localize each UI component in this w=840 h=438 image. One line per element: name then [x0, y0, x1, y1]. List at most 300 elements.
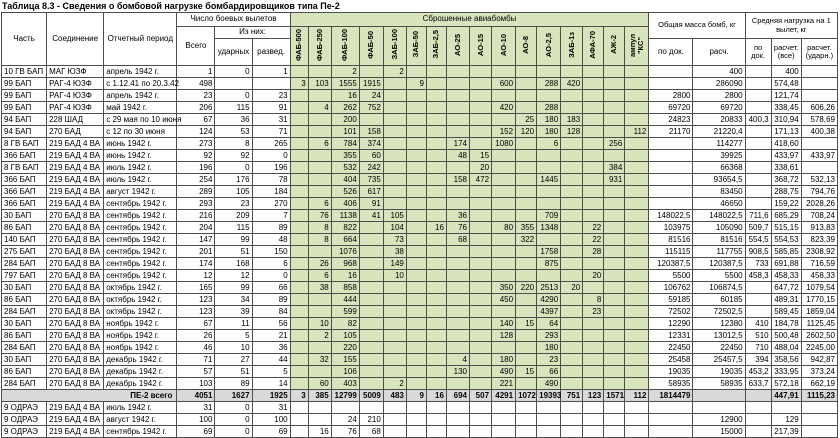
cell-zab2-5 [426, 210, 446, 222]
cell-sorties-total: 254 [177, 174, 215, 186]
cell-fab250 [308, 366, 331, 378]
cell-fab100: 858 [331, 282, 359, 294]
cell-fab500 [290, 102, 308, 114]
cell-part: 99 БАП [2, 78, 47, 90]
cell-ao15 [469, 330, 491, 342]
cell-zab2-5 [426, 306, 446, 318]
cell-afa70: 20 [583, 270, 604, 282]
cell-zab50 [406, 246, 426, 258]
cell-sorties-recon: 196 [252, 162, 290, 174]
cell-formation: РАГ-4 ЮЗФ [47, 78, 104, 90]
cell-mass-calc: 46650 [693, 198, 745, 210]
cell-mass-doc: 12331 [649, 330, 693, 342]
cell-afa70: 123 [583, 390, 604, 402]
cell-ao25 [446, 126, 469, 138]
cell-sorties-recon: 91 [252, 102, 290, 114]
table-row [2, 294, 838, 306]
cell-ao2-5 [537, 90, 561, 102]
cell-fab100: 82 [331, 318, 359, 330]
cell-azh2 [604, 366, 625, 378]
cell-ao8 [516, 402, 537, 414]
cell-sorties-recon: 184 [252, 186, 290, 198]
cell-part: 366 БАП [2, 186, 47, 198]
cell-sorties-recon: 44 [252, 354, 290, 366]
cell-fab250: 8 [308, 234, 331, 246]
cell-sorties-strike: 115 [215, 222, 252, 234]
cell-zab1e [561, 414, 583, 426]
cell-zab50 [406, 210, 426, 222]
cell-avg-all: 515,15 [771, 222, 801, 234]
cell-formation: 219 БАД 4 ВА [47, 150, 104, 162]
cell-mass-calc: 148022,5 [693, 210, 745, 222]
cell-afa70 [583, 426, 604, 438]
cell-ao25 [446, 402, 469, 414]
cell-part: 284 БАП [2, 306, 47, 318]
cell-sorties-strike: 176 [215, 174, 252, 186]
cell-zab2-5 [426, 90, 446, 102]
cell-formation: 270 БАД 8 ВА [47, 318, 104, 330]
cell-fab500 [290, 414, 308, 426]
cell-zab50 [406, 162, 426, 174]
cell-ao25 [446, 102, 469, 114]
cell-zab100: 10 [383, 270, 406, 282]
cell-ampul-ks [625, 90, 649, 102]
cell-ao25 [446, 186, 469, 198]
cell-ao2-5: 875 [537, 258, 561, 270]
cell-fab50: 41 [359, 210, 383, 222]
cell-sorties-total: 293 [177, 198, 215, 210]
cell-afa70 [583, 354, 604, 366]
cell-zab50 [406, 294, 426, 306]
cell-ao15 [469, 234, 491, 246]
col-header-formation: Соединение [47, 13, 104, 66]
cell-fab100: 101 [331, 126, 359, 138]
cell-formation: 270 БАД 8 ВА [47, 282, 104, 294]
cell-zab100 [383, 126, 406, 138]
cell-part: 8 ГВ БАП [2, 138, 47, 150]
cell-fab50 [359, 234, 383, 246]
cell-mass-calc: 20833 [693, 114, 745, 126]
cell-zab100 [383, 114, 406, 126]
cell-zab100: 483 [383, 390, 406, 402]
cell-zab1e [561, 366, 583, 378]
cell-ao8: 15 [516, 318, 537, 330]
cell-fab500 [290, 126, 308, 138]
cell-formation: 219 БАД 4 ВА [47, 414, 104, 426]
cell-ampul-ks [625, 378, 649, 390]
cell-avg-strike [801, 162, 837, 174]
cell-formation: 219 БАД 4 ВА [47, 138, 104, 150]
cell-afa70: 28 [583, 246, 604, 258]
cell-fab500 [290, 426, 308, 438]
cell-sorties-strike: 51 [215, 246, 252, 258]
cell-avg-strike: 532,13 [801, 174, 837, 186]
cell-period: июнь 1942 г. [104, 150, 177, 162]
cell-ao15: 20 [469, 162, 491, 174]
table-row [2, 318, 838, 330]
cell-avg-all: 368,72 [771, 174, 801, 186]
cell-ao2-5: 1445 [537, 174, 561, 186]
table-row [2, 90, 838, 102]
cell-sorties-total: 289 [177, 186, 215, 198]
cell-mass-calc: 22450 [693, 342, 745, 354]
cell-part: 8 ГВ БАП [2, 162, 47, 174]
cell-fab500 [290, 210, 308, 222]
cell-mass-doc [649, 162, 693, 174]
cell-sorties-total: 100 [177, 414, 215, 426]
cell-mass-calc: 19035 [693, 366, 745, 378]
cell-ao10: 221 [492, 378, 516, 390]
cell-azh2 [604, 282, 625, 294]
cell-zab100 [383, 90, 406, 102]
cell-fab50: 24 [359, 90, 383, 102]
cell-fab100: 526 [331, 186, 359, 198]
cell-zab2-5: 16 [426, 222, 446, 234]
cell-ao10: 140 [492, 318, 516, 330]
cell-azh2 [604, 330, 625, 342]
cell-mass-calc: 2800 [693, 90, 745, 102]
cell-part: 284 БАП [2, 378, 47, 390]
cell-avg-all: 447,91 [771, 390, 801, 402]
cell-fab500 [290, 222, 308, 234]
cell-azh2 [604, 318, 625, 330]
cell-ao25: 158 [446, 174, 469, 186]
cell-ampul-ks [625, 318, 649, 330]
cell-ampul-ks: 112 [625, 390, 649, 402]
table-row [2, 306, 838, 318]
cell-fab50 [359, 306, 383, 318]
cell-ao10 [492, 198, 516, 210]
cell-fab50 [359, 354, 383, 366]
cell-fab100: 968 [331, 258, 359, 270]
col-header-period: Отчетный период [104, 13, 177, 66]
cell-ao25 [446, 198, 469, 210]
cell-ampul-ks [625, 102, 649, 114]
cell-fab250 [308, 414, 331, 426]
cell-avg-doc [745, 198, 771, 210]
cell-ao8 [516, 426, 537, 438]
cell-afa70 [583, 330, 604, 342]
cell-ao15 [469, 294, 491, 306]
cell-part: 284 БАП [2, 258, 47, 270]
cell-sorties-recon: 84 [252, 306, 290, 318]
cell-ao25 [446, 426, 469, 438]
cell-avg-doc: 711,6 [745, 210, 771, 222]
cell-avg-strike [801, 414, 837, 426]
cell-mass-calc: 106874,5 [693, 282, 745, 294]
cell-avg-all: 338,45 [771, 102, 801, 114]
cell-ao2-5: 1758 [537, 246, 561, 258]
cell-part: 9 ОДРАЭ [2, 402, 47, 414]
cell-zab1e: 20 [561, 282, 583, 294]
cell-ampul-ks [625, 138, 649, 150]
cell-avg-all: 333,95 [771, 366, 801, 378]
cell-zab2-5 [426, 186, 446, 198]
cell-ao10: 420 [492, 102, 516, 114]
cell-avg-strike: 823,39 [801, 234, 837, 246]
cell-ao25 [446, 378, 469, 390]
cell-avg-doc: 908,5 [745, 246, 771, 258]
cell-sorties-strike: 23 [215, 198, 252, 210]
cell-ao2-5 [537, 150, 561, 162]
cell-zab2-5 [426, 246, 446, 258]
cell-fab250 [308, 402, 331, 414]
cell-zab100: 38 [383, 246, 406, 258]
cell-fab100: 532 [331, 162, 359, 174]
cell-ao2-5: 23 [537, 354, 561, 366]
cell-sorties-recon: 5 [252, 366, 290, 378]
cell-sorties-strike: 89 [215, 378, 252, 390]
cell-fab100: 1076 [331, 246, 359, 258]
cell-fab100: 16 [331, 270, 359, 282]
cell-sorties-recon: 89 [252, 294, 290, 306]
cell-sorties-strike: 27 [215, 354, 252, 366]
cell-ampul-ks [625, 426, 649, 438]
cell-period: октябрь 1942 г. [104, 294, 177, 306]
cell-ao25: 174 [446, 138, 469, 150]
cell-fab100: 664 [331, 234, 359, 246]
cell-avg-doc [745, 426, 771, 438]
cell-fab250 [308, 66, 331, 78]
cell-avg-strike: 373,24 [801, 366, 837, 378]
cell-period: сентябрь 1942 г. [104, 234, 177, 246]
cell-sorties-recon: 0 [252, 270, 290, 282]
cell-part: 30 БАП [2, 282, 47, 294]
cell-sorties-recon: 100 [252, 414, 290, 426]
cell-ao8 [516, 306, 537, 318]
cell-ao8 [516, 186, 537, 198]
cell-azh2 [604, 378, 625, 390]
cell-sorties-recon: 21 [252, 330, 290, 342]
cell-zab50 [406, 102, 426, 114]
cell-azh2: 384 [604, 162, 625, 174]
cell-zab100 [383, 102, 406, 114]
cell-ao10: 128 [492, 330, 516, 342]
cell-ao8 [516, 270, 537, 282]
cell-afa70 [583, 282, 604, 294]
cell-mass-doc: 103975 [649, 222, 693, 234]
cell-avg-strike [801, 90, 837, 102]
cell-ao8 [516, 90, 537, 102]
table-row [2, 150, 838, 162]
cell-fab250: 2 [308, 330, 331, 342]
cell-zab50 [406, 378, 426, 390]
cell-sorties-total: 67 [177, 114, 215, 126]
cell-zab100 [383, 78, 406, 90]
cell-zab2-5 [426, 162, 446, 174]
cell-zab100 [383, 198, 406, 210]
cell-ao15 [469, 414, 491, 426]
cell-ao25 [446, 66, 469, 78]
cell-period: с 29 мая по 10 июня [104, 114, 177, 126]
cell-sorties-recon: 6 [252, 258, 290, 270]
cell-zab100 [383, 342, 406, 354]
cell-ao15 [469, 102, 491, 114]
cell-zab1e [561, 186, 583, 198]
cell-fab100: 200 [331, 114, 359, 126]
table-row [2, 102, 838, 114]
cell-afa70 [583, 78, 604, 90]
cell-ampul-ks [625, 342, 649, 354]
cell-afa70 [583, 174, 604, 186]
cell-zab1e [561, 330, 583, 342]
cell-sorties-total: 165 [177, 282, 215, 294]
cell-avg-strike: 1770,15 [801, 294, 837, 306]
cell-ao25: 36 [446, 210, 469, 222]
cell-ampul-ks [625, 210, 649, 222]
cell-zab1e [561, 258, 583, 270]
cell-ao2-5: 293 [537, 330, 561, 342]
cell-zab1e: 751 [561, 390, 583, 402]
table-row [2, 162, 838, 174]
cell-fab500 [290, 114, 308, 126]
cell-mass-calc: 13012,5 [693, 330, 745, 342]
table-row [2, 342, 838, 354]
cell-ampul-ks [625, 198, 649, 210]
cell-ao25: 4 [446, 354, 469, 366]
table-row [2, 138, 838, 150]
cell-avg-doc: 458,3 [745, 270, 771, 282]
cell-ao2-5 [537, 426, 561, 438]
cell-fab100: 2 [331, 66, 359, 78]
cell-ao10: 80 [492, 222, 516, 234]
cell-mass-doc: 1814479 [649, 390, 693, 402]
cell-part: 86 БАП [2, 366, 47, 378]
cell-zab2-5 [426, 366, 446, 378]
cell-ao15 [469, 318, 491, 330]
cell-sorties-total: 124 [177, 126, 215, 138]
cell-ampul-ks [625, 366, 649, 378]
cell-avg-doc [745, 294, 771, 306]
cell-fab50 [359, 270, 383, 282]
cell-fab50 [359, 330, 383, 342]
cell-fab500 [290, 258, 308, 270]
cell-mass-doc: 115115 [649, 246, 693, 258]
cell-sorties-recon: 66 [252, 282, 290, 294]
cell-avg-all: 500,48 [771, 330, 801, 342]
cell-part: 30 БАП [2, 318, 47, 330]
cell-fab250: 16 [308, 426, 331, 438]
cell-ao15 [469, 210, 491, 222]
cell-ao10 [492, 246, 516, 258]
cell-zab1e [561, 102, 583, 114]
cell-afa70 [583, 186, 604, 198]
cell-afa70: 22 [583, 234, 604, 246]
cell-avg-strike [801, 402, 837, 414]
cell-avg-doc: 400,3 [745, 114, 771, 126]
cell-sorties-total: 216 [177, 210, 215, 222]
cell-sorties-total: 31 [177, 402, 215, 414]
cell-fab50: 60 [359, 150, 383, 162]
cell-avg-all: 310,94 [771, 114, 801, 126]
cell-avg-doc: 710 [745, 342, 771, 354]
col-header-afa70: АФА-70 [583, 27, 604, 66]
cell-formation: 270 БАД 8 ВА [47, 270, 104, 282]
cell-ampul-ks [625, 114, 649, 126]
cell-fab50 [359, 294, 383, 306]
cell-avg-doc: 410 [745, 318, 771, 330]
table-row [2, 234, 838, 246]
cell-avg-doc [745, 78, 771, 90]
cell-avg-strike: 913,83 [801, 222, 837, 234]
cell-fab500 [290, 330, 308, 342]
cell-zab50 [406, 186, 426, 198]
table-title: Таблица 8.3 - Сведения о бомбовой нагрузке бомбардировщиков типа Пе-2 [2, 1, 340, 11]
cell-ampul-ks [625, 78, 649, 90]
cell-avg-strike: 2245,00 [801, 342, 837, 354]
cell-ao10: 450 [492, 294, 516, 306]
cell-ao10 [492, 258, 516, 270]
table-row [2, 330, 838, 342]
table-row-odrae [2, 414, 838, 426]
cell-zab100: 104 [383, 222, 406, 234]
cell-azh2 [604, 210, 625, 222]
cell-zab50 [406, 330, 426, 342]
cell-azh2 [604, 66, 625, 78]
cell-fab100: 12799 [331, 390, 359, 402]
col-header-zab50: ЗАБ-50 [406, 27, 426, 66]
cell-ao15 [469, 114, 491, 126]
cell-ao2-5 [537, 162, 561, 174]
cell-sorties-recon: 1925 [252, 390, 290, 402]
cell-zab100 [383, 330, 406, 342]
cell-ao2-5: 64 [537, 318, 561, 330]
cell-sorties-total: 57 [177, 366, 215, 378]
cell-fab50: 242 [359, 162, 383, 174]
cell-sorties-strike [215, 78, 252, 90]
cell-zab2-5: 16 [426, 390, 446, 402]
cell-avg-all: 171,13 [771, 126, 801, 138]
cell-sorties-total: 498 [177, 78, 215, 90]
cell-fab500 [290, 138, 308, 150]
cell-period: август 1942 г. [104, 186, 177, 198]
cell-azh2 [604, 426, 625, 438]
cell-fab500 [290, 378, 308, 390]
cell-fab250: 103 [308, 78, 331, 90]
cell-afa70 [583, 402, 604, 414]
cell-formation: 270 БАД 8 ВА [47, 378, 104, 390]
cell-sorties-total: 204 [177, 222, 215, 234]
cell-azh2 [604, 270, 625, 282]
cell-zab2-5 [426, 378, 446, 390]
cell-azh2: 1571 [604, 390, 625, 402]
cell-sorties-recon: 89 [252, 222, 290, 234]
cell-fab50: 735 [359, 174, 383, 186]
cell-part: 9 ОДРАЭ [2, 426, 47, 438]
cell-ao10: 180 [492, 354, 516, 366]
cell-ampul-ks: 112 [625, 126, 649, 138]
cell-formation: 270 БАД 8 ВА [47, 246, 104, 258]
cell-sorties-recon: 0 [252, 150, 290, 162]
cell-mass-calc [693, 390, 745, 402]
cell-sorties-total: 69 [177, 426, 215, 438]
cell-zab2-5 [426, 150, 446, 162]
cell-ao8: 322 [516, 234, 537, 246]
cell-zab100 [383, 162, 406, 174]
cell-fab250: 10 [308, 318, 331, 330]
cell-zab50 [406, 342, 426, 354]
cell-fab500 [290, 246, 308, 258]
cell-avg-doc: 509,7 [745, 222, 771, 234]
cell-ao10 [492, 342, 516, 354]
cell-fab250: 60 [308, 378, 331, 390]
cell-sorties-total: 23 [177, 90, 215, 102]
cell-ampul-ks [625, 414, 649, 426]
cell-zab1e: 420 [561, 78, 583, 90]
cell-formation: 270 БАД 8 ВА [47, 366, 104, 378]
cell-ampul-ks [625, 150, 649, 162]
cell-afa70 [583, 210, 604, 222]
